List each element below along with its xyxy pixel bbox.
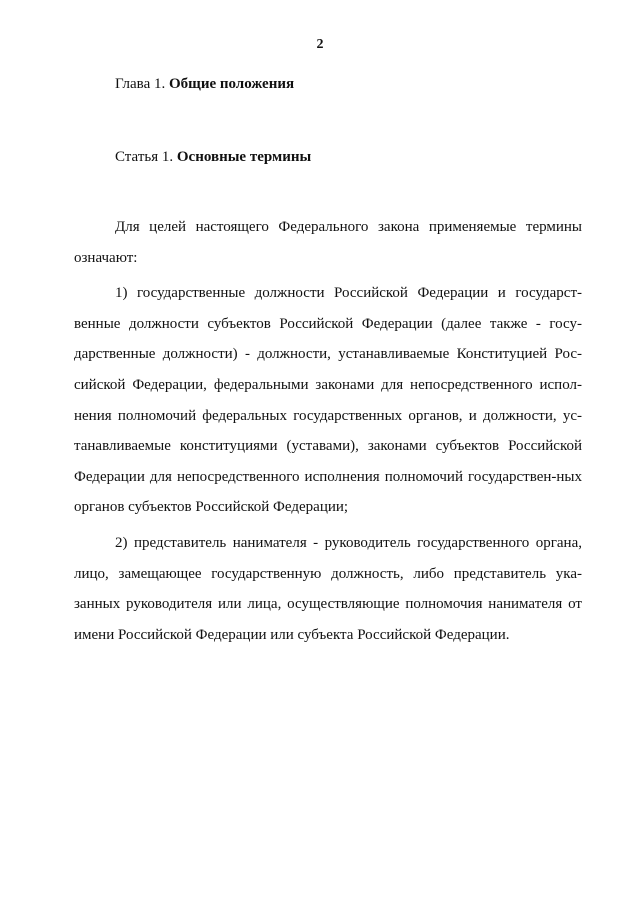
article-body (74, 212, 582, 650)
article-prefix: Статья 1. (115, 149, 177, 165)
paragraph-term-2: 2) представитель нанимателя - руководитель государственного органа, лицо, замещающее государственную должность, либо представитель ука-занных руководителя или лица, осуществляющие полномочия нанимателя от имени Российской Федерации или субъекта Российской Федерации. (74, 534, 582, 643)
chapter-heading (115, 76, 294, 93)
article-title: Основные термины (176, 149, 312, 165)
chapter-prefix: Глава 1. (115, 76, 169, 92)
paragraph-intro: Для целей настоящего Федерального закона применяемые термины означают: (74, 219, 582, 266)
chapter-title: Общие положения (168, 76, 295, 92)
article-heading (115, 149, 311, 166)
paragraph-term-1: 1) государственные должности Российской Федерации и государст-венные должности субъектов Российской Федерации (далее также - госу-дарственные должности) - должности, устанавливаемые Конституцией Рос-сийской Федерации, федеральными законами для непосредственного испол-нения полномочий федеральных государственных органов, и должности, ус-танавливаемые конституциями (уставами), законами субъектов Российской Федерации для непосредственного исполнения полномочий государствен-ных органов субъектов Российской Федерации; (74, 285, 582, 516)
page-number: 2 (316, 37, 324, 52)
